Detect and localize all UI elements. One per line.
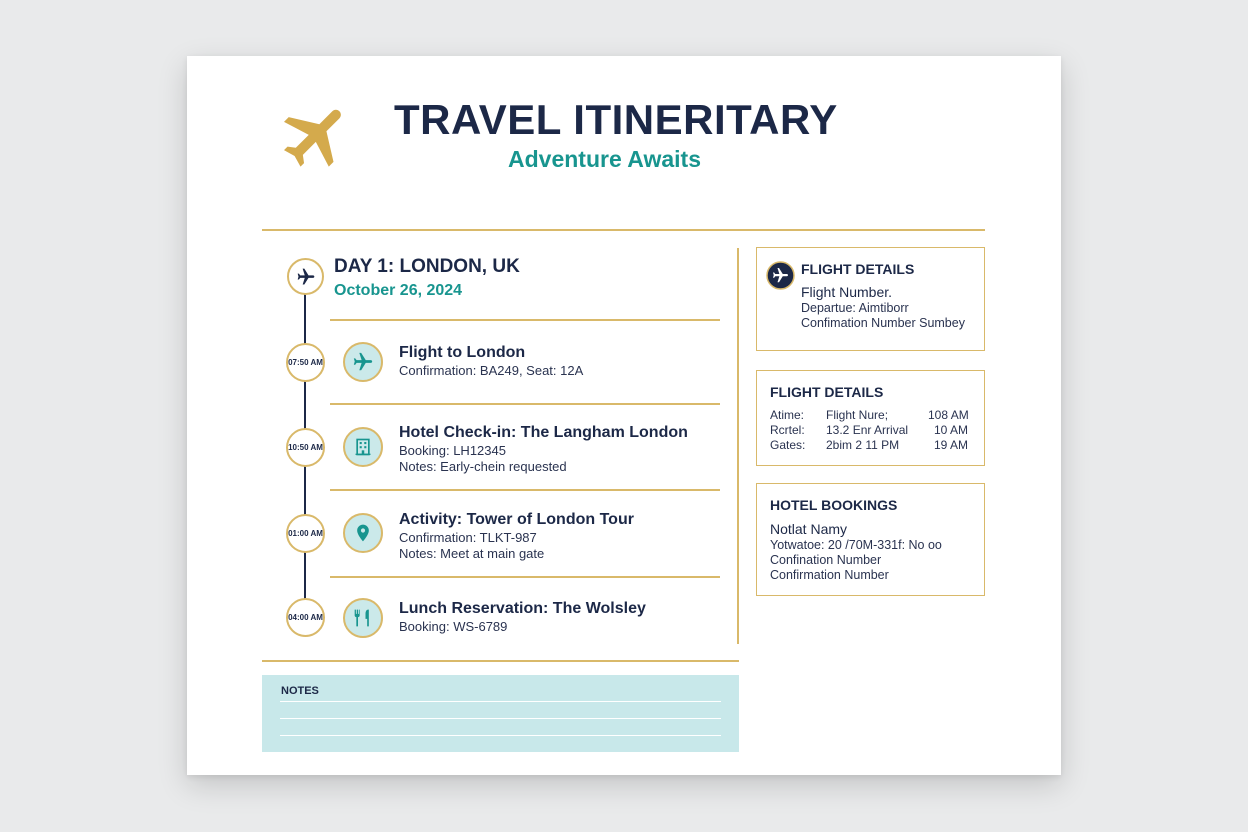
table-cell: Flight Nure; [826, 408, 889, 422]
event-title: Activity: Tower of London Tour [399, 511, 634, 528]
page-subtitle: Adventure Awaits [508, 146, 701, 172]
table-cell: 10 AM [934, 423, 969, 437]
card-line: Confination Number [770, 553, 882, 567]
card-main-text: Flight Number. [801, 284, 893, 300]
card-line: Confimation Number Sumbey [801, 316, 965, 330]
table-cell: Gates: [770, 438, 806, 452]
table-cell: 2bim 2 11 PM [826, 438, 900, 452]
flight-summary-card [756, 247, 985, 351]
airplane-icon [766, 261, 795, 290]
map-pin-icon [353, 523, 373, 543]
flight-details-card [756, 370, 985, 466]
table-cell: Rcrtel: [770, 423, 805, 437]
event-title: Lunch Reservation: The Wolsley [399, 600, 646, 617]
event-detail: Booking: WS-6789 [399, 619, 508, 634]
notes-line [280, 718, 721, 719]
event-divider [330, 489, 720, 491]
airplane-icon [276, 96, 358, 176]
event-icon [343, 342, 383, 382]
event-divider [330, 403, 720, 405]
cutlery-icon [353, 608, 373, 628]
event-divider [330, 576, 720, 578]
card-line: Departue: Aimtiborr [801, 301, 909, 315]
airplane-icon [352, 351, 374, 373]
notes-line [280, 735, 721, 736]
timeline-bottom-divider [262, 660, 739, 662]
event-time: 01:00 AM [286, 514, 325, 553]
event-detail: Confirmation: BA249, Seat: 12A [399, 363, 584, 378]
column-divider [737, 248, 739, 644]
airplane-icon [296, 267, 316, 287]
event-icon [343, 598, 383, 638]
table-cell: Atime: [770, 408, 805, 422]
hotel-icon [353, 437, 373, 457]
card-title: FLIGHT DETAILS [770, 384, 884, 400]
event-divider [330, 319, 720, 321]
table-cell: 108 AM [928, 408, 969, 422]
event-detail: Notes: Meet at main gate [399, 546, 545, 561]
event-time: 04:00 AM [286, 598, 325, 637]
notes-line [280, 701, 721, 702]
event-time: 10:50 AM [286, 428, 325, 467]
card-title: HOTEL BOOKINGS [770, 497, 898, 513]
day-node [287, 258, 324, 295]
event-time: 07:50 AM [286, 343, 325, 382]
card-line: Yotwatoe: 20 /70M-331f: No oo [770, 538, 942, 552]
page-title: TRAVEL ITINERITARY [394, 96, 838, 143]
card-title: FLIGHT DETAILS [801, 261, 915, 277]
day-title: DAY 1: LONDON, UK [334, 256, 520, 277]
event-detail: Booking: LH12345 [399, 443, 506, 458]
notes-label: NOTES [281, 685, 319, 697]
event-icon [343, 513, 383, 553]
table-cell: 19 AM [934, 438, 969, 452]
day-date: October 26, 2024 [334, 282, 463, 299]
table-cell: 13.2 Enr Arrival [826, 423, 909, 437]
notes-area[interactable] [262, 675, 739, 752]
event-title: Hotel Check-in: The Langham London [399, 424, 688, 441]
event-icon [343, 427, 383, 467]
event-detail: Confirmation: TLKT-987 [399, 530, 537, 545]
header-divider [262, 229, 985, 231]
hotel-bookings-card [756, 483, 985, 596]
card-line: Confirmation Number [770, 568, 889, 582]
card-main-text: Notlat Namy [770, 521, 848, 537]
event-title: Flight to London [399, 344, 526, 361]
event-detail: Notes: Early-chein requested [399, 459, 567, 474]
